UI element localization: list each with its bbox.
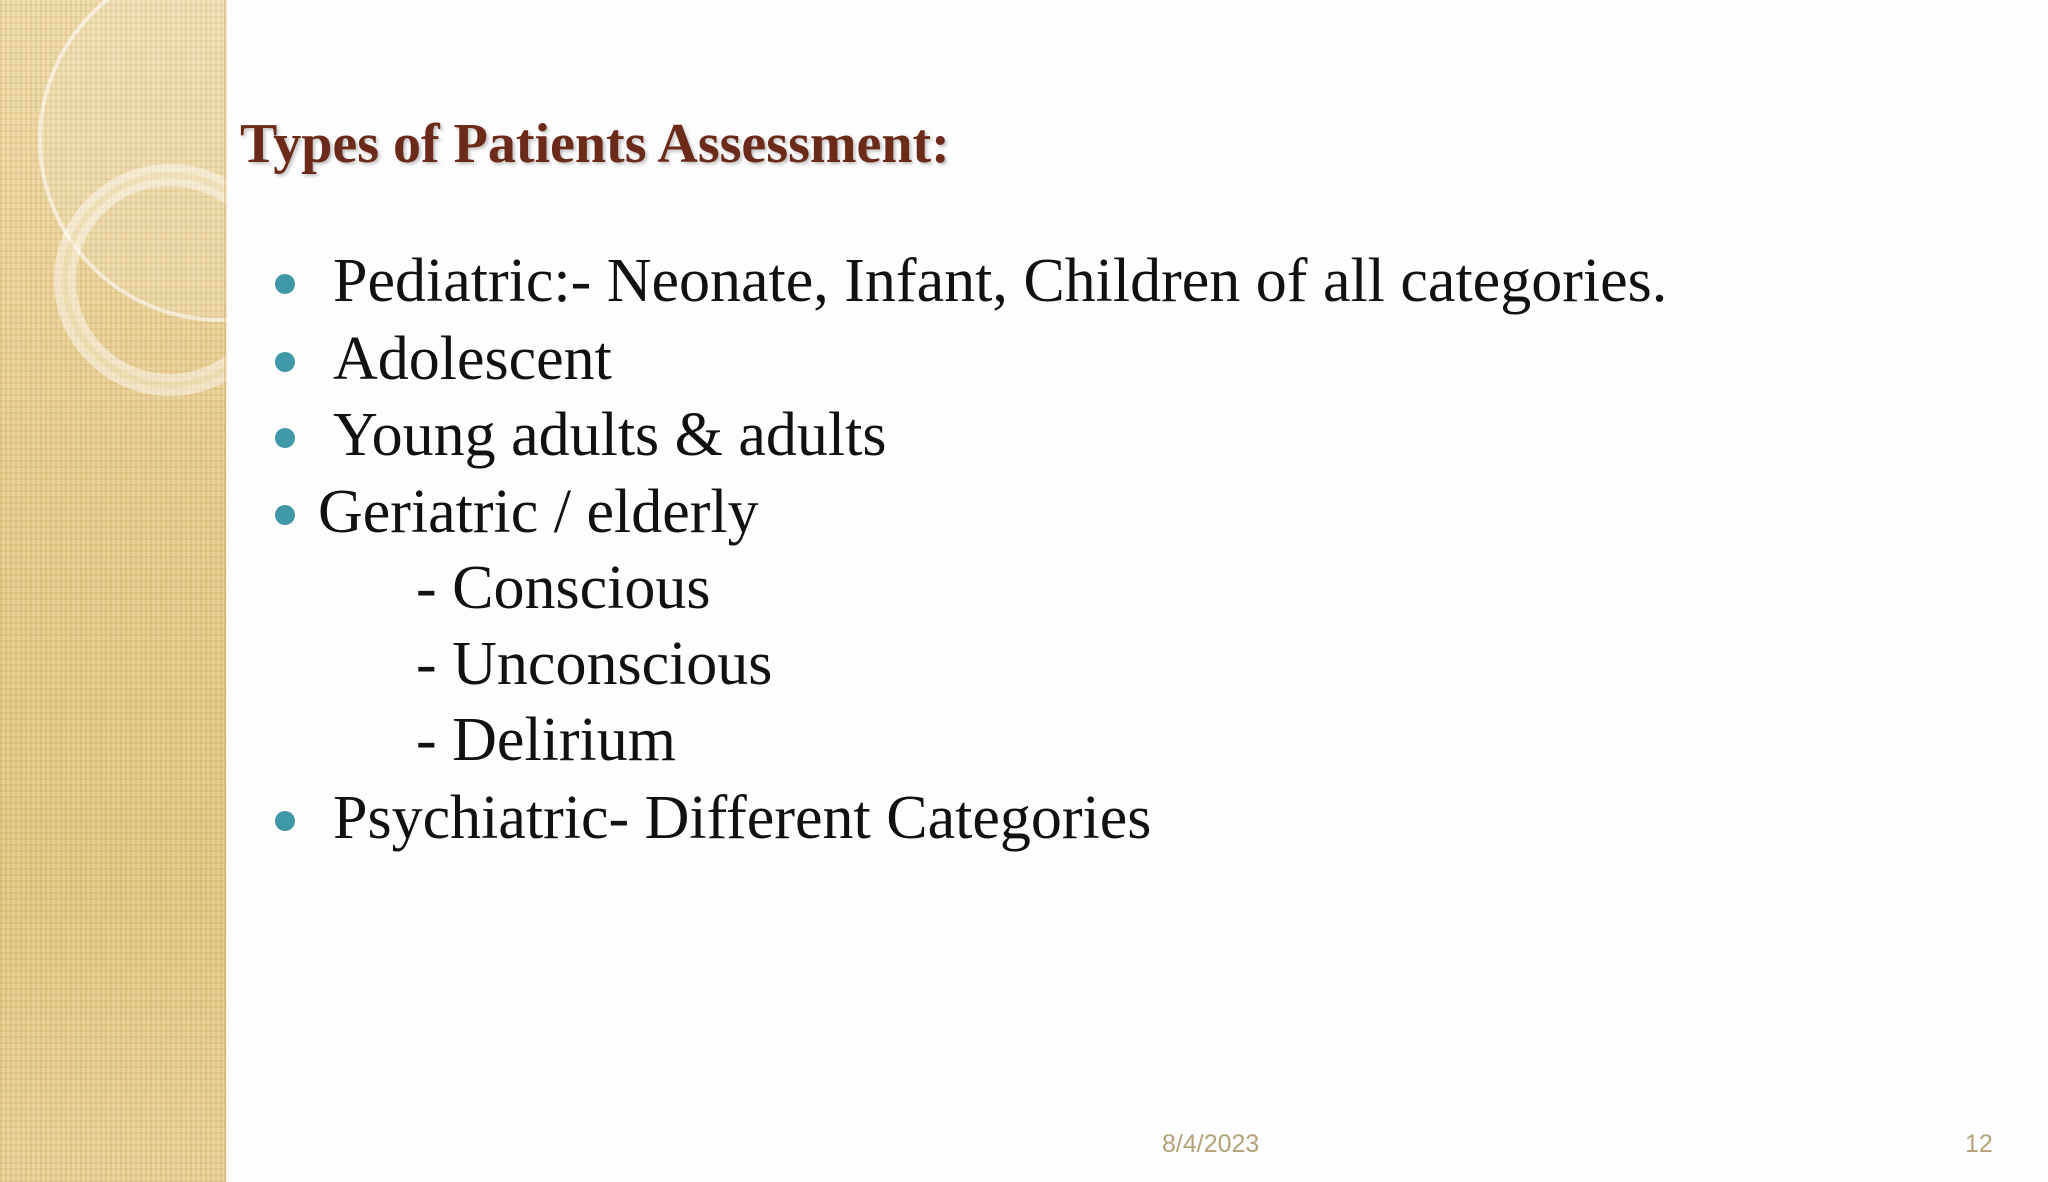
bullet-dot [275,505,295,525]
side-panel-edge [224,0,228,1182]
sub-item-unconscious: - Unconscious [416,630,773,698]
slide-title: Types of Patients Assessment: [240,113,950,175]
bullet-psychiatric: Psychiatric- Different Categories [333,784,1152,852]
page-number: 12 [1965,1130,1993,1158]
footer-date: 8/4/2023 [1162,1130,1260,1158]
bullet-dot [275,352,295,372]
bullet-pediatric: Pediatric:- Neonate, Infant, Children of all categories. [333,247,1668,315]
decorative-rings [0,0,226,1182]
bullet-adolescent: Adolescent [333,325,612,393]
bullet-young-adults: Young adults & adults [333,401,887,469]
bullet-dot [275,811,295,831]
decorative-side-panel [0,0,226,1182]
sub-item-delirium: - Delirium [416,706,676,774]
sub-item-conscious: - Conscious [416,554,711,622]
bullet-dot [275,274,295,294]
bullet-dot [275,428,295,448]
bullet-geriatric: Geriatric / elderly [318,478,759,546]
